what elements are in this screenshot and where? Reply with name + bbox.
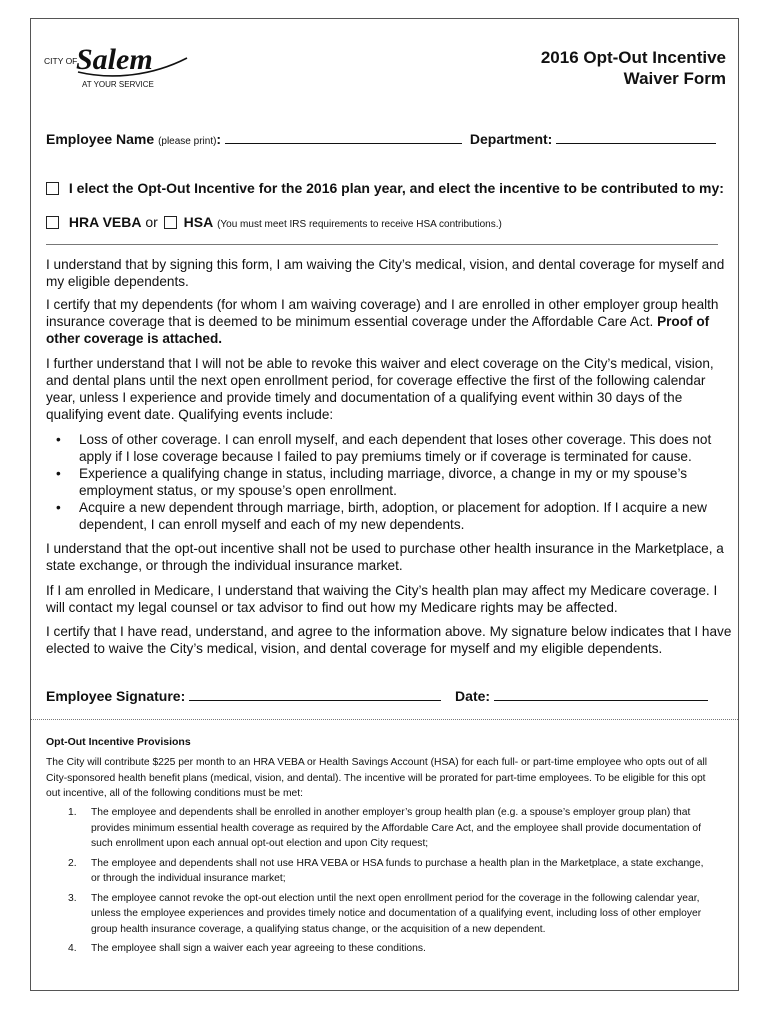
list-item (46, 805, 714, 852)
provisions-list (46, 805, 714, 957)
city-of-salem-logo (42, 40, 192, 96)
divider (46, 244, 718, 245)
medicare-paragraph: If I am enrolled in Medicare, I understand that waiving the City’s health plan may affect my Medicare coverage. I will contact my legal counsel or tax advisor to find out how my Medicare rights may be affected. (46, 583, 718, 615)
certify-read-paragraph: I certify that I have read, understand, and agree to the information above. My signature below indicates that I have elected to waive the City’s medical, vision, and dental coverage for myself and my eligible dependents. (46, 624, 732, 656)
hsa-note: (You must meet IRS requirements to receive HSA contributions.) (217, 219, 502, 230)
signature-label: Employee Signature: (46, 688, 186, 704)
employee-info-row (46, 131, 716, 147)
signature-field[interactable] (189, 689, 441, 701)
bullet-text: Acquire a new dependent through marriage, birth, adoption, or placement for adoption. If I acquire a new dependent, I can enroll myself and each of my new dependents. (79, 500, 707, 532)
item-number: 3. (68, 892, 77, 904)
signature-row (46, 688, 708, 704)
logo-name: Salem (76, 43, 153, 76)
employee-name-label: Employee Name (46, 131, 155, 147)
list-item: • Experience a qualifying change in status, including marriage, divorce, a change in my or my spouse’s employment status, or my spouse’s open enrollment. (56, 466, 688, 498)
item-number: 2. (68, 857, 77, 869)
employee-name-colon: : (216, 131, 222, 147)
form-title (541, 47, 726, 89)
logo-tagline: AT YOUR SERVICE (82, 80, 154, 89)
account-choice-row (46, 214, 502, 230)
list-item (46, 856, 714, 887)
marketplace-paragraph: I understand that the opt-out incentive shall not be used to purchase other health insurance in the Marketplace, a state exchange, or through the individual insurance market. (46, 541, 724, 573)
item-number: 4. (68, 943, 77, 954)
list-item: • Loss of other coverage. I can enroll myself, and each dependent that loses other coverage. This does not apply if I lose coverage because I failed to pay premiums timely or if coverage is terminated for cause. (56, 432, 712, 464)
hsa-checkbox[interactable] (164, 216, 177, 229)
hra-veba-checkbox[interactable] (46, 216, 59, 229)
qualifying-events-list (46, 431, 732, 533)
list-item (46, 941, 714, 957)
item-text: The employee shall sign a waiver each year agreeing to these conditions. (91, 943, 426, 954)
date-label: Date: (455, 688, 491, 704)
item-text: The employee and dependents shall be enrolled in another employer’s group health plan (e.g. a spouse’s employer group plan) that provides minimum essential health coverage as required by the Affordable Care Act, and the employee shall provide documentation of such enrollment upon each annual opt-out election and upon City request; (91, 807, 701, 849)
bullet-text: Loss of other coverage. I can enroll myself, and each dependent that loses other coverage. This does not apply if I lose coverage because I failed to pay premiums timely or if coverage is terminated for cause. (79, 432, 712, 464)
list-item: • Acquire a new dependent through marriage, birth, adoption, or placement for adoption. If I acquire a new dependent, I can enroll myself and each of my new dependents. (56, 500, 707, 532)
title-line-2: Waiver Form (623, 69, 726, 88)
opt-out-statement: I elect the Opt-Out Incentive for the 2016 plan year, and elect the incentive to be contributed to my: (68, 180, 724, 196)
department-field[interactable] (556, 132, 716, 144)
proof-of-coverage-text: Proof of other coverage is attached. (46, 314, 710, 346)
section-separator (31, 719, 738, 720)
waiver-paragraph: I understand that by signing this form, I am waiving the City’s medical, vision, and dental coverage for myself and my eligible dependents. (46, 257, 725, 289)
item-number: 1. (68, 807, 77, 818)
date-field[interactable] (494, 689, 708, 701)
certify-coverage-paragraph (46, 296, 732, 347)
logo-city-of: CITY OF (44, 56, 78, 66)
title-line-1: 2016 Opt-Out Incentive (540, 48, 726, 67)
provisions-title: Opt-Out Incentive Provisions (46, 736, 191, 748)
list-item (46, 891, 714, 938)
opt-out-checkbox[interactable] (46, 182, 59, 195)
department-label: Department: (469, 131, 553, 147)
bullet-text: Experience a qualifying change in status, including marriage, divorce, a change in my or my spouse’s employment status, or my spouse’s open enrollment. (79, 466, 688, 498)
hsa-label: HSA (183, 214, 214, 230)
item-text: The employee and dependents shall not use HRA VEBA or HSA funds to purchase a health plan in the Marketplace, a state exchange, or through the individual insurance market; (91, 857, 704, 884)
certify-coverage-text: I certify that my dependents (for whom I am waiving coverage) and I are enrolled in other employer group health insurance coverage that is deemed to be minimum essential coverage under the Affordable Care Act. (46, 297, 719, 329)
revoke-paragraph: I further understand that I will not be able to revoke this waiver and elect coverage on the City’s medical, vision, and dental plans until the next open enrollment period, for coverage effective the first of the following calendar year, unless I experience and provide timely and documentation of a qualifying event within 30 days of the qualifying event date. Qualifying events include: (46, 356, 714, 422)
opt-out-election-row (46, 180, 724, 196)
employee-name-field[interactable] (225, 132, 462, 144)
or-text: or (145, 214, 158, 230)
provisions-intro: The City will contribute $225 per month to an HRA VEBA or Health Savings Account (HSA) for each full- or part-time employee who opts out of all City-sponsored health benefit plans (medical, vision, and dental). The incentive will be prorated for part-time employees. To be eligible for this opt out incentive, all of the following conditions must be met: (46, 757, 708, 799)
employee-name-hint: (please print) (158, 136, 217, 147)
item-text: The employee cannot revoke the opt-out election until the next open enrollment period for the coverage in the following calendar year, unless the employee experiences and provides timely notice and documentation of a qualifying event, including loss of other employer group health insurance coverage, a qualifying status change, or the acquisition of a new dependent. (91, 892, 702, 935)
hra-veba-label: HRA VEBA (68, 214, 142, 230)
